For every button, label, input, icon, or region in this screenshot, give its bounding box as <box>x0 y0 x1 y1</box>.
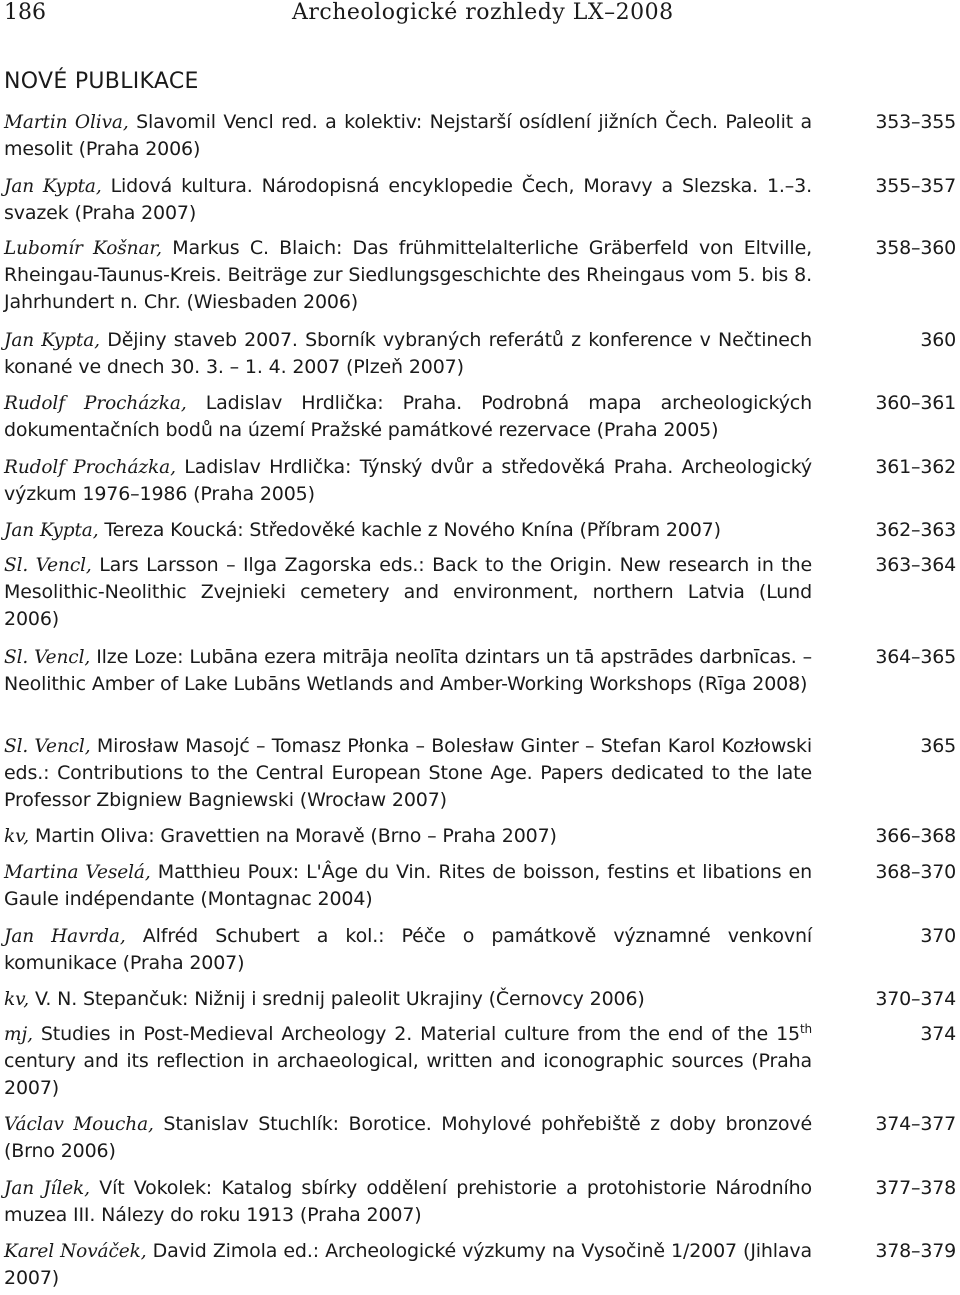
entry-title: Ilze Loze: Lubāna ezera mitrāja neolīta dzintars un tā apstrādes darbnīcas. – Neolithic Amber of Lake Lubāns Wetlands and Amber-Working Workshops (Rīga 2008) <box>4 646 812 696</box>
entry-author: Jan Kypta, <box>4 520 99 541</box>
entry-title: Ladislav Hrdlička: Praha. Podrobná mapa archeologických dokumentačních bodů na území Pražské památkové rezervace (Praha 2005) <box>4 392 812 442</box>
entry-pages: 360–361 <box>875 392 956 414</box>
entry-pages: 362–363 <box>875 519 956 541</box>
entry-text <box>4 454 812 508</box>
entry-title: Ladislav Hrdlička: Týnský dvůr a středověká Praha. Archeologický výzkum 1976–1986 (Praha 2005) <box>4 456 812 506</box>
entry-pages: 355–357 <box>875 175 956 197</box>
entry-text <box>4 1175 812 1229</box>
entry-title: Slavomil Vencl red. a kolektiv: Nejstarší osídlení jižních Čech. Paleolit a mesolit (Praha 2006) <box>4 111 812 161</box>
entry-text <box>4 1111 812 1165</box>
entry-text <box>4 327 812 381</box>
entry-pages: 361–362 <box>875 456 956 478</box>
entry-pages: 378–379 <box>875 1240 956 1262</box>
entry-superscript: th <box>799 1022 812 1036</box>
entry-author: Rudolf Procházka, <box>4 393 187 414</box>
entry-title: V. N. Stepančuk: Nižnij i srednij paleolit Ukrajiny (Černovcy 2006) <box>29 988 645 1010</box>
entry-title: Alfréd Schubert a kol.: Péče o památkově významné venkovní komunikace (Praha 2007) <box>4 925 812 975</box>
entry-title-continued: century and its reflection in archaeological, written and iconographic sources (Praha 2007) <box>4 1050 812 1100</box>
entry-title: Studies in Post-Medieval Archeology 2. Material culture from the end of the 15 <box>32 1023 800 1045</box>
entry-text <box>4 986 812 1013</box>
page-number: 186 <box>4 0 46 25</box>
entry-author: Rudolf Procházka, <box>4 457 176 478</box>
entry-author: Lubomír Košnar, <box>4 238 162 259</box>
entry-author: kv, <box>4 826 30 847</box>
entry-title: Lidová kultura. Národopisná encyklopedie Čech, Moravy a Slezska. 1.–3. svazek (Praha 2007) <box>4 175 812 225</box>
entry-pages: 360 <box>920 329 956 351</box>
entry-pages: 370–374 <box>875 988 956 1010</box>
entry-title: Vít Vokolek: Katalog sbírky oddělení prehistorie a protohistorie Národního muzea III. Nálezy do roku 1913 (Praha 2007) <box>4 1177 813 1227</box>
entry-text <box>4 823 812 850</box>
entry-author: Jan Jílek, <box>4 1178 90 1199</box>
entry-text <box>4 109 812 163</box>
entry-author: Jan Havrda, <box>4 926 126 947</box>
entry-pages: 377–378 <box>875 1177 956 1199</box>
page-header <box>0 0 960 30</box>
entry-text <box>4 235 812 317</box>
entry-title: Markus C. Blaich: Das frühmittelalterliche Gräberfeld von Eltville, Rheingau-Taunus-Kreis. Beiträge zur Siedlungsgeschichte des Rheingaus vom 5. bis 8. Jahrhundert n. Chr. (Wiesbaden 2006) <box>4 237 812 314</box>
entry-pages: 364–365 <box>875 646 956 668</box>
entry-pages: 363–364 <box>875 554 956 576</box>
entry-author: mj, <box>4 1024 33 1045</box>
entry-title: Mirosław Masojć – Tomasz Płonka – Bolesław Ginter – Stefan Karol Kozłowski eds.: Contributions to the Central European Stone Age. Papers dedicated to the late Professor Zbigniew Bagniewski (Wrocław 2007) <box>4 735 812 812</box>
entry-text <box>4 1021 812 1103</box>
entry-pages: 366–368 <box>875 825 956 847</box>
entry-title: Lars Larsson – Ilga Zagorska eds.: Back to the Origin. New research in the Mesolithic-Neolithic Zvejnieki cemetery and environment, northern Latvia (Lund 2006) <box>4 554 812 631</box>
entry-title: Dějiny staveb 2007. Sborník vybraných referátů z konference v Nečtinech konané ve dnech 30. 3. – 1. 4. 2007 (Plzeň 2007) <box>4 329 812 379</box>
entry-text <box>4 390 812 444</box>
entry-title: Martin Oliva: Gravettien na Moravě (Brno – Praha 2007) <box>29 825 557 847</box>
entry-text <box>4 859 812 913</box>
entry-text <box>4 517 812 544</box>
entry-author: Martin Oliva, <box>4 112 129 133</box>
entry-text <box>4 644 812 698</box>
entry-text <box>4 552 812 634</box>
entry-title: Stanislav Stuchlík: Borotice. Mohylové pohřebiště z doby bronzové (Brno 2006) <box>4 1113 812 1163</box>
entry-author: Sl. Vencl, <box>4 555 92 576</box>
section-title: NOVÉ PUBLIKACE <box>4 69 199 94</box>
entry-title: David Zimola ed.: Archeologické výzkumy na Vysočině 1/2007 (Jihlava 2007) <box>4 1240 813 1290</box>
entry-author: Martina Veselá, <box>4 862 151 883</box>
entry-text <box>4 923 812 977</box>
entry-title: Tereza Koucká: Středověké kachle z Nového Knína (Příbram 2007) <box>98 519 721 541</box>
entry-text <box>4 173 812 227</box>
entry-pages: 370 <box>920 925 956 947</box>
entry-pages: 358–360 <box>875 237 956 259</box>
entry-pages: 374 <box>920 1023 956 1045</box>
entry-author: Jan Kypta, <box>4 176 102 197</box>
entry-pages: 368–370 <box>875 861 956 883</box>
entry-author: Jan Kypta, <box>4 330 100 351</box>
entry-text <box>4 1238 812 1292</box>
entry-pages: 365 <box>920 735 956 757</box>
entry-title: Matthieu Poux: L'Âge du Vin. Rites de boisson, festins et libations en Gaule indépendante (Montagnac 2004) <box>4 861 812 911</box>
entry-author: Sl. Vencl, <box>4 736 91 757</box>
entry-author: kv, <box>4 989 30 1010</box>
entry-pages: 374–377 <box>875 1113 956 1135</box>
entry-author: Sl. Vencl, <box>4 647 91 668</box>
entry-text <box>4 733 812 815</box>
entry-pages: 353–355 <box>875 111 956 133</box>
entry-author: Václav Moucha, <box>4 1114 154 1135</box>
running-title: Archeologické rozhledy LX–2008 <box>292 0 674 25</box>
entry-author: Karel Nováček, <box>4 1241 147 1262</box>
